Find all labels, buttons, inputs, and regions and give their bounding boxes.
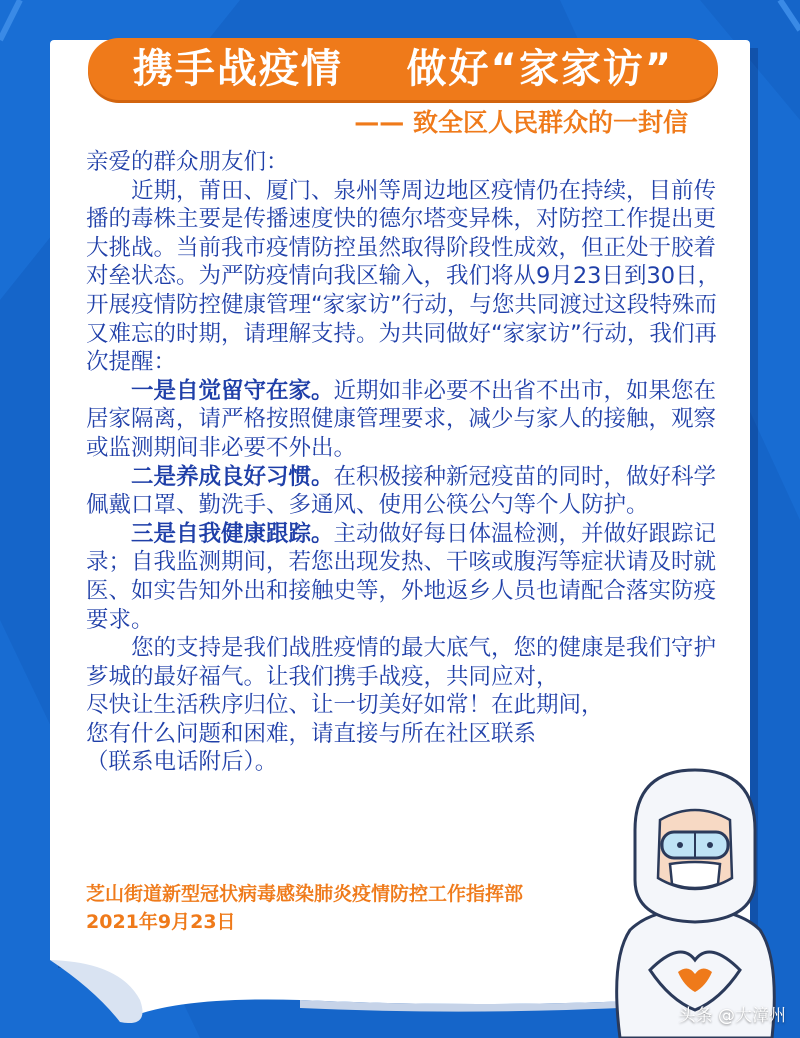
paragraph-intro: 近期，莆田、厦门、泉州等周边地区疫情仍在持续，目前传播的毒株主要是传播速度快的德尔塔变异株，对防控工作提出更大挑战。当前我市疫情防控虽然取得阶段性成效，但正处于胶着对垒状态。为严防疫情向我区输入，我们将从9月23日到30日，开展疫情防控健康管理“家家访”行动，与您共同渡过这段特殊而又难忘的时期，请理解支持。为共同做好“家家访”行动，我们再次提醒： <box>86 177 721 376</box>
closing-line-2: 尽快让生活秩序归位、让一切美好如常！在此期间， <box>86 692 604 719</box>
point-three <box>86 520 726 634</box>
point-two-text: 在积极接种新冠疫苗的同时，做好科学佩戴口罩、勤洗手、多通风、使用公筷公勺等个人防护。 <box>86 463 717 519</box>
point-three-text: 主动做好每日体温检测，并做好跟踪记录；自我监测期间，若您出现发热、干咳或腹泻等症状请及时就医、如实告知外出和接触史等，外地返乡人员也请配合落实防疫要求。 <box>86 520 717 633</box>
signature-date: 2021年9月23日 <box>86 911 236 933</box>
point-one-text: 近期如非必要不出省不出市，如果您在居家隔离，请严格按照健康管理要求，减少与家人的接触，观察或监测期间非必要不外出。 <box>86 377 717 461</box>
point-three-heading: 三是自我健康跟踪。 <box>131 520 334 547</box>
closing-line-4: （联系电话附后）。 <box>86 749 278 776</box>
signature-org: 芝山街道新型冠状病毒感染肺炎疫情防控工作指挥部 <box>86 883 524 905</box>
closing-paragraph: 您的支持是我们战胜疫情的最大底气，您的健康是我们守护芗城的最好福气。让我们携手战疫，共同应对， <box>86 635 717 690</box>
watermark: 头条 @大漳州 <box>678 1006 786 1026</box>
letter-body <box>86 148 726 777</box>
closing-line-3: 您有什么问题和困难，请直接与所在社区联系 <box>86 720 537 747</box>
point-one <box>86 377 726 463</box>
point-one-heading: 一是自觉留守在家。 <box>131 377 334 404</box>
salutation: 亲爱的群众朋友们： <box>86 149 289 175</box>
point-two-heading: 二是养成良好习惯。 <box>131 463 334 490</box>
point-two <box>86 463 726 520</box>
health-worker-illustration <box>590 760 800 1038</box>
page-title: 携手战疫情 做好“家家访” <box>132 46 674 92</box>
page-subtitle: —— 致全区人民群众的一封信 <box>354 108 688 137</box>
